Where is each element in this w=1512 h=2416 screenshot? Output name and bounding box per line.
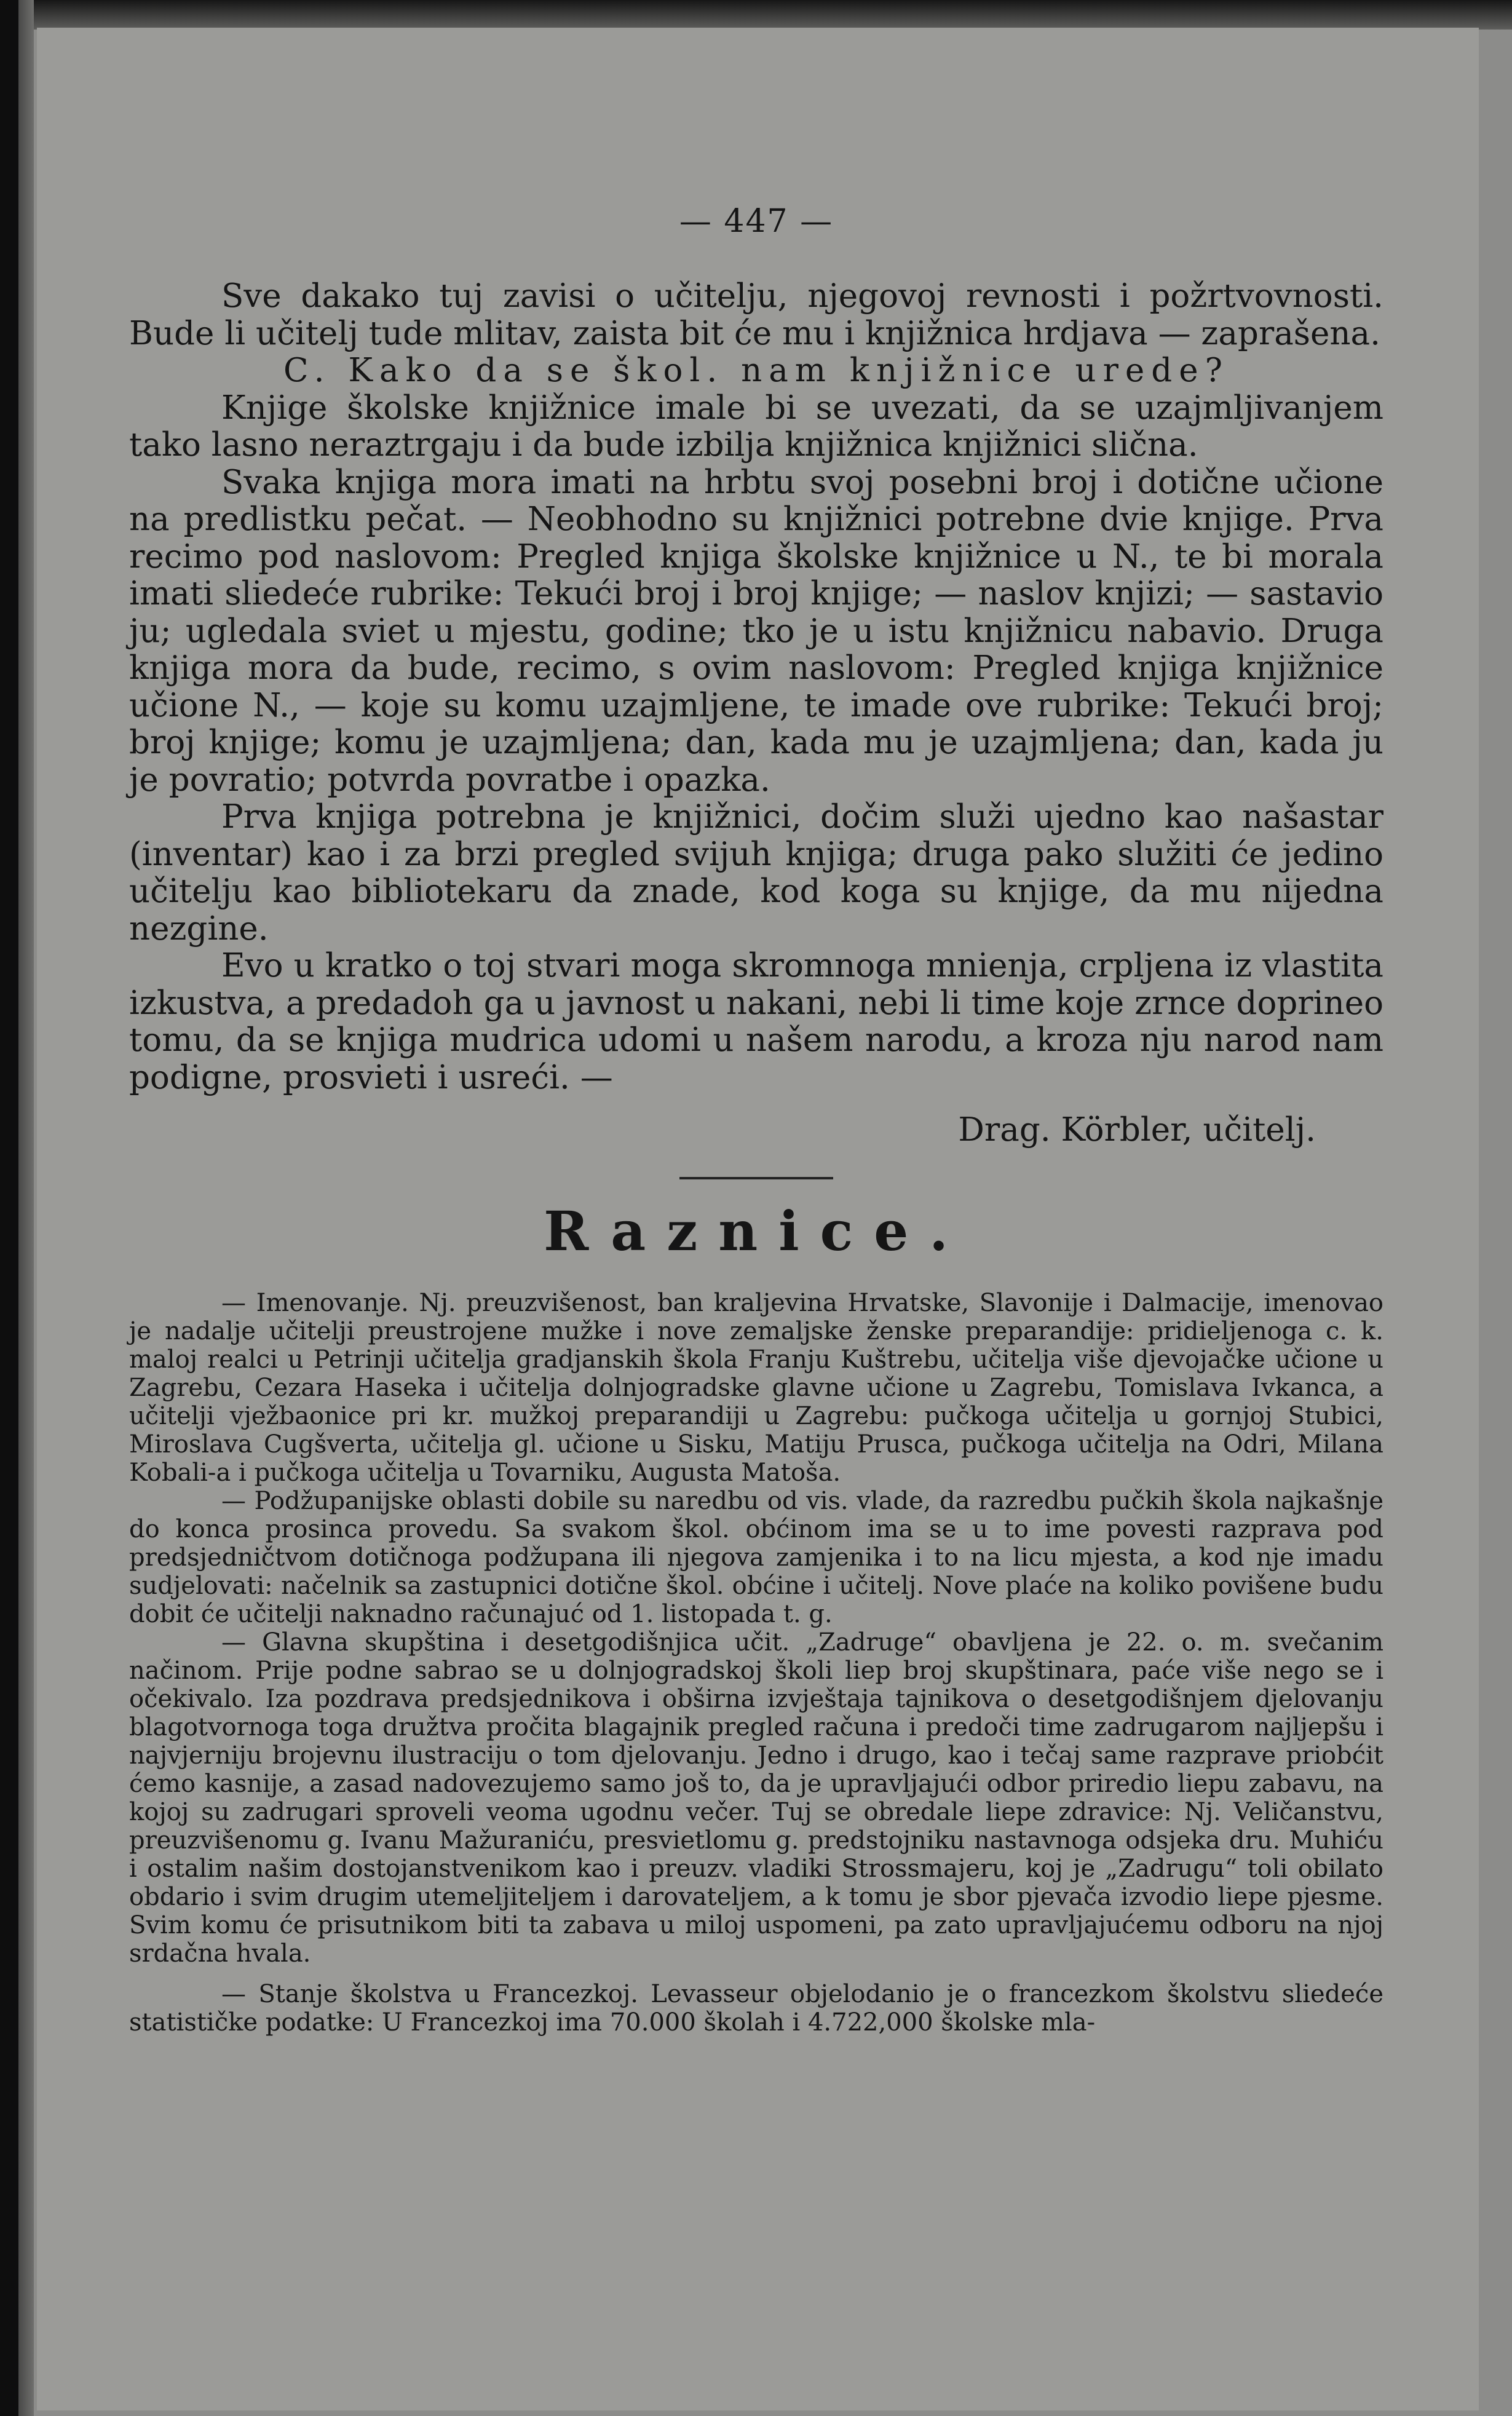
scan-top-edge bbox=[0, 0, 1512, 30]
paragraph-1: Sve dakako tuj zavisi o učitelju, njegovoj revnosti i požrtvovnosti. Bude li učitelj tude mlitav, zaista bit će mu i knjižnica hrdjava — zaprašena. bbox=[129, 277, 1383, 352]
paragraph-3: Svaka knjiga mora imati na hrbtu svoj posebni broj i dotične učione na predlistku pečat. — Neobhodno su knjižnici potrebne dvie knjige. Prva recimo pod naslovom: Pregled knjiga školske knjižnice u N., te bi morala imati sliedeće rubrike: Tekući broj i broj knjige; — naslov knjizi; — sastavio ju; ugledala sviet u mjestu, godine; tko je u istu knjižnicu nabavio. Druga knjiga mora da bude, recimo, s ovim naslovom: Pregled knjiga knjižnice učione N., — koje su komu uzajmljene, te imade ove rubrike: Tekući broj; broj knjige; komu je uzajmljena; dan, kada mu je uzajmljena; dan, kada ju je povratio; potvrda povratbe i opazka. bbox=[129, 463, 1383, 799]
section-divider bbox=[679, 1177, 833, 1179]
news-item-4: — Stanje školstva u Francezkoj. Levasseur objelodanio je o francezkom školstvu sliedeće statističke podatke: U Francezkoj ima 70.000 školah i 4.722,000 školske mla- bbox=[129, 1980, 1383, 2037]
page-number: — 447 — bbox=[679, 203, 834, 240]
spacer bbox=[129, 1968, 1383, 1980]
section-title: Raznice. bbox=[544, 1199, 969, 1263]
subheading-c: C. Kako da se škol. nam knjižnice urede? bbox=[283, 352, 1229, 389]
author-signature: Drag. Körbler, učitelj. bbox=[958, 1111, 1316, 1149]
paragraph-2: Knjige školske knjižnice imale bi se uvezati, da se uzajmljivanjem tako lasno neraztrgaju i da bude izbilja knjižnica knjižnici slična. bbox=[129, 389, 1383, 464]
news-item-3: — Glavna skupština i desetgodišnjica učit. „Zadruge“ obavljena je 22. o. m. svečanim načinom. Prije podne sabrao se u dolnjogradskoj školi liep broj skupštinara, paće više nego se i očekivalo. Iza pozdrava predsjednikova i obširna izvještaja tajnikova o desetgodišnjem djelovanju blagotvornoga toga družtva pročita blagajnik pregled računa i predoči time zadrugarom najljepšu i najvjerniju brojevnu ilustraciju o tom djelovanju. Jedno i drugo, kao i tečaj same razprave priobćit ćemo kasnije, a zasad nadovezujemo samo još to, da je upravljajući odbor priredio liepu zabavu, na kojoj su zadrugari sproveli veoma ugodnu večer. Tuj se obredale liepe zdravice: Nj. Veličanstvu, preuzvišenomu g. Ivanu Mažuraniću, presvietlomu g. predstojniku nastavnoga odsjeka dru. Muhiću i ostalim našim dostojanstvenikom kao i preuzv. vladiki Strossmajeru, koj je „Zadrugu“ toli obilato obdario i svim drugim utemeljiteljem i darovateljem, a k tomu je sbor pjevača izvodio liepe pjesme. Svim komu će prisutnikom biti ta zabava u miloj uspomeni, pa zato upravljajućemu odboru na njoj srdačna hvala. bbox=[129, 1628, 1383, 1968]
news-item-1: — Imenovanje. Nj. preuzvišenost, ban kraljevina Hrvatske, Slavonije i Dalmacije, imenovao je nadalje učitelji preustrojene mužke i nove zemaljske ženske preparandije: pridieljenoga c. k. maloj realci u Petrinji učitelja gradjanskih škola Franju Kuštrebu, učitelja više djevojačke učione u Zagrebu, Cezara Haseka i učitelja dolnjogradske glavne učione u Zagrebu, Tomislava Ivkanca, a učitelji vježbaonice pri kr. mužkoj preparandiji u Zagrebu: pučkoga učitelja u gornjoj Stubici, Miroslava Cugšverta, učitelja gl. učione u Sisku, Matiju Prusca, pučkoga učitelja na Odri, Milana Kobali-a i pučkoga učitelja u Tovarniku, Augusta Matoša. bbox=[129, 1289, 1383, 1487]
document-page bbox=[37, 28, 1479, 2410]
paragraph-5: Evo u kratko o toj stvari moga skromnoga mnienja, crpljena iz vlastita izkustva, a predadoh ga u javnost u nakani, nebi li time koje zrnce doprineo tomu, da se knjiga mudrica udomi u našem narodu, a kroza nju narod nam podigne, prosvieti i usreći. — bbox=[129, 947, 1383, 1096]
paragraph-4: Prva knjiga potrebna je knjižnici, dočim služi ujedno kao našastar (inventar) kao i za brzi pregled svijuh knjiga; druga pako služiti će jedino učitelju kao bibliotekaru da znade, kod koga su knjige, da mu nijedna nezgine. bbox=[129, 798, 1383, 948]
book-spine-shadow bbox=[0, 0, 18, 2416]
news-item-2: — Podžupanijske oblasti dobile su naredbu od vis. vlade, da razredbu pučkih škola najkašnje do konca prosinca provedu. Sa svakom škol. obćinom ima se u to ime povesti razprava pod predsjedničtvom dotičnoga podžupana ili njegova zamjenika i to na licu mjesta, a kod nje imadu sudjelovati: načelnik sa zastupnici dotične škol. obćine i učitelj. Nove plaće na koliko povišene budu dobit će učitelji naknadno računajuć od 1. listopada t. g. bbox=[129, 1487, 1383, 1628]
page-content bbox=[129, 203, 1383, 2037]
